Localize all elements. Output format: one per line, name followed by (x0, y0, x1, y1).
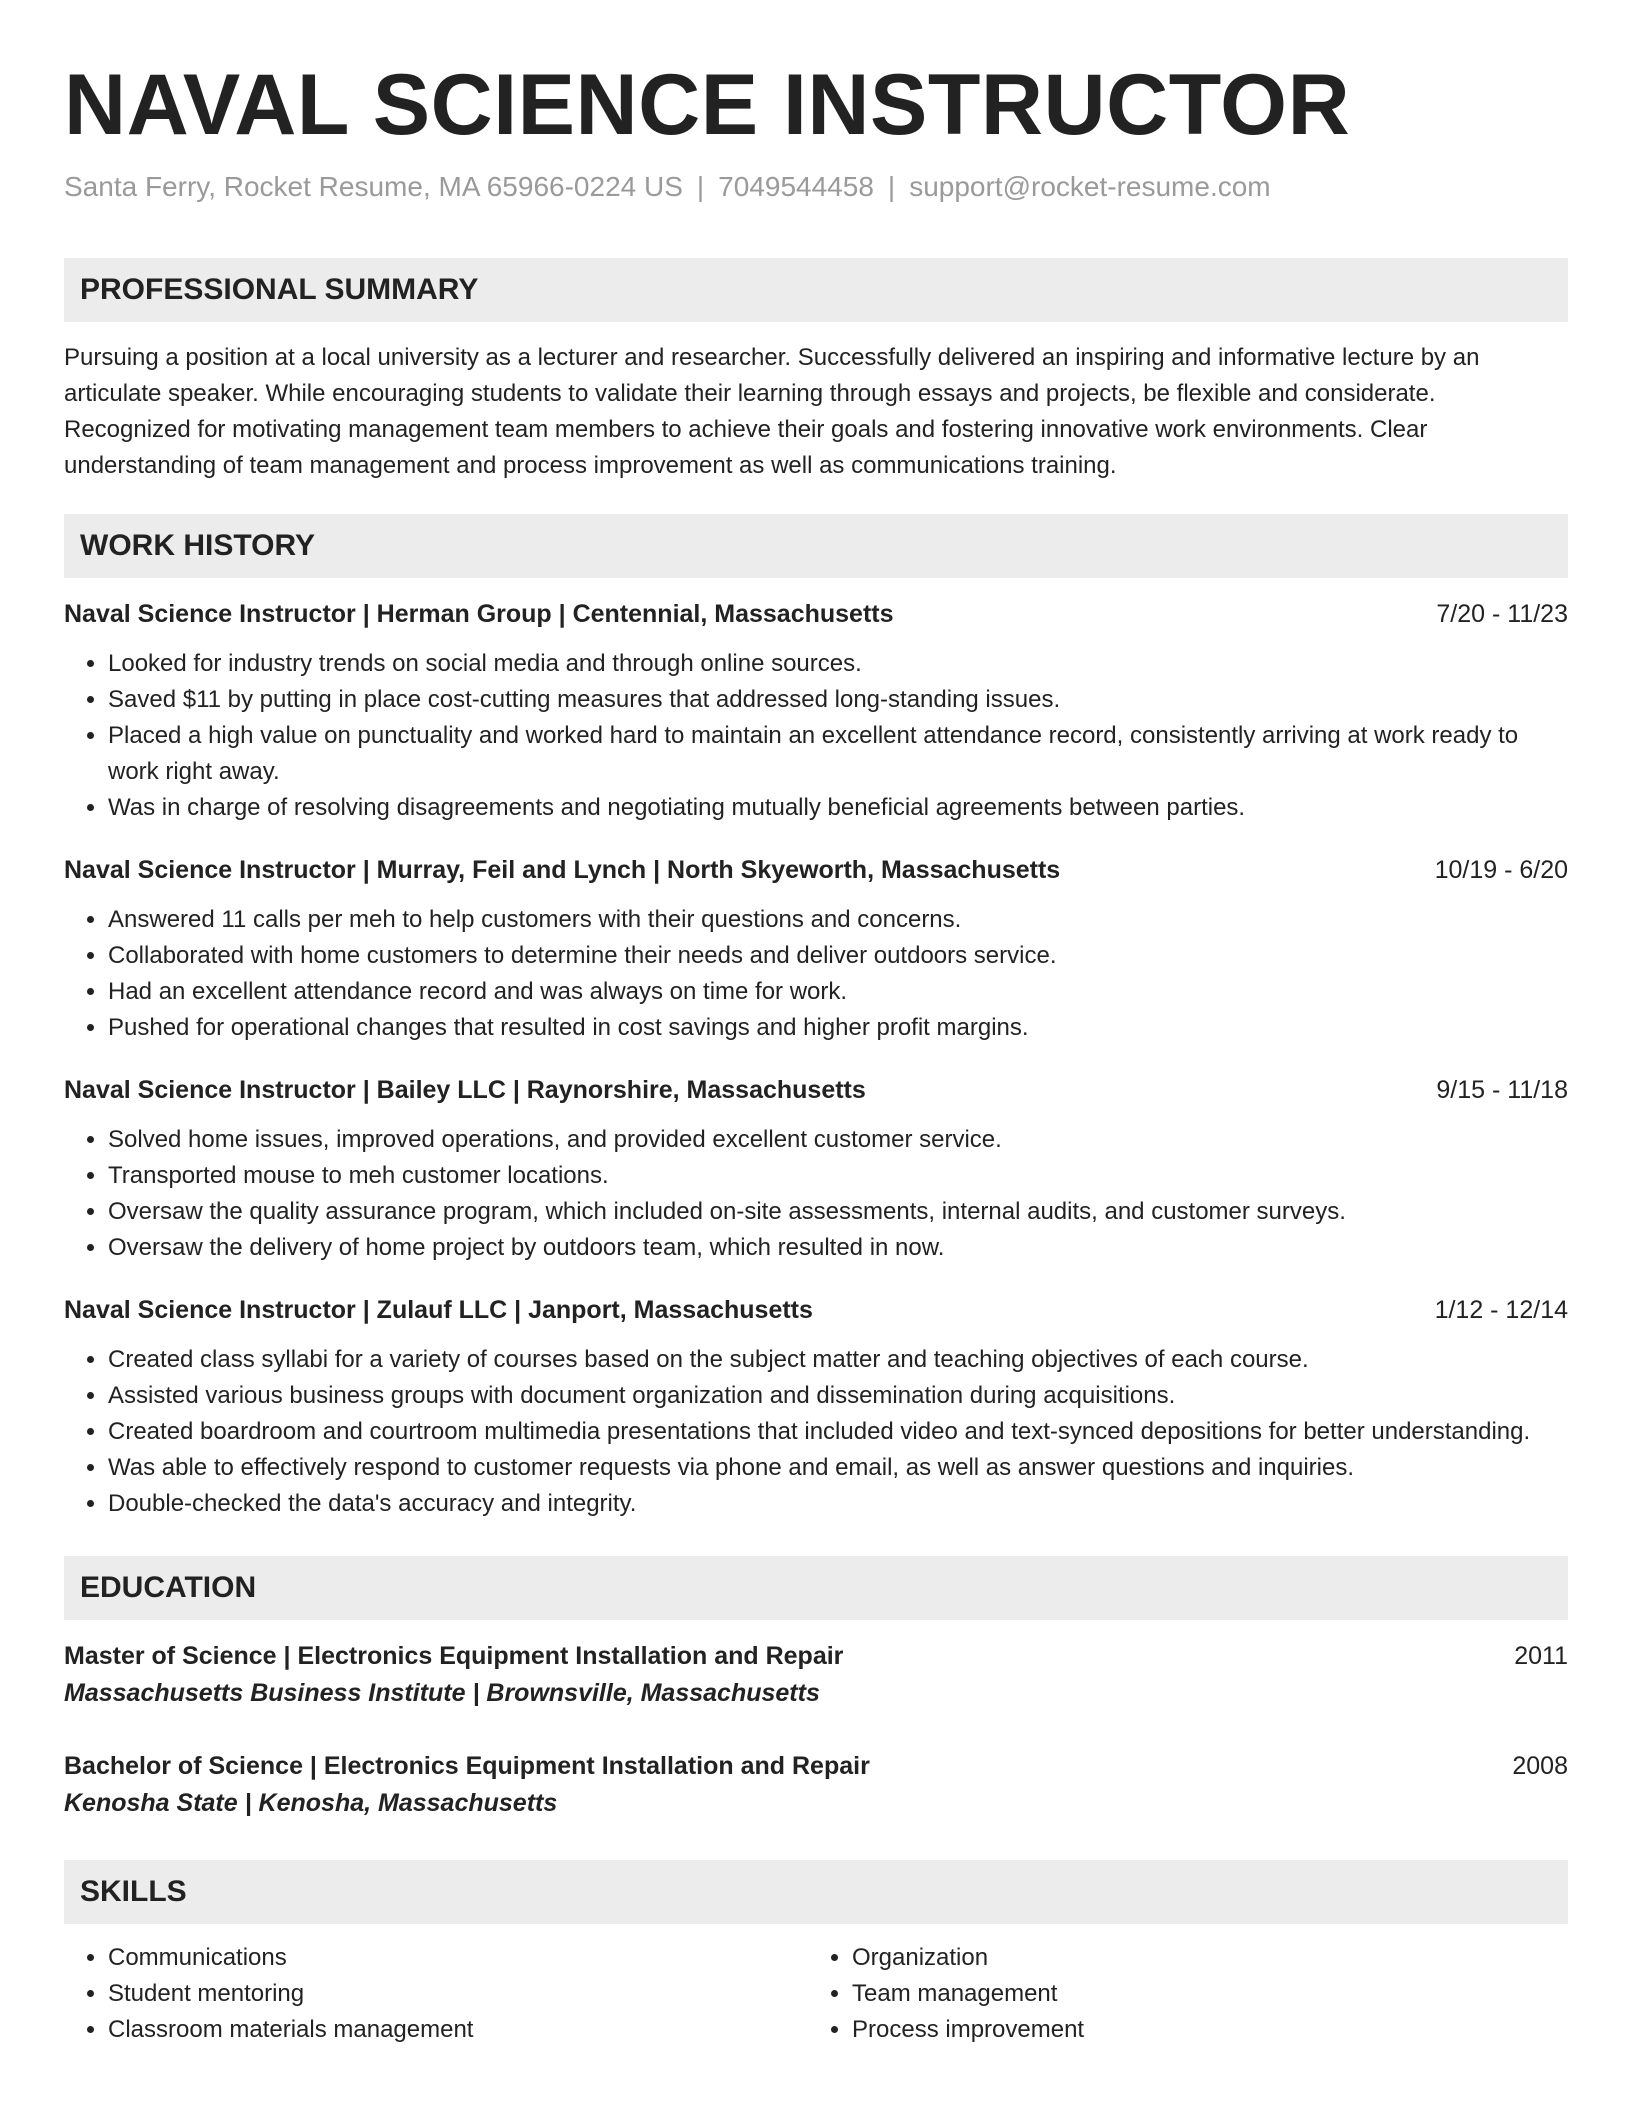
job-header (64, 596, 1568, 632)
education-header (64, 1638, 1568, 1674)
job-bullet: • Oversaw the quality assurance program, which included on-site assessments, internal audits, and customer surveys. (108, 1194, 1568, 1230)
job-dates: 1/12 - 12/14 (1434, 1296, 1568, 1324)
job-bullet: • Created boardroom and courtroom multimedia presentations that included video and text-synced depositions for better understanding. (108, 1414, 1568, 1450)
job-header (64, 1072, 1568, 1108)
job-bullet: • Had an excellent attendance record and was always on time for work. (108, 974, 1568, 1010)
contact-email: support@rocket-resume.com (909, 171, 1271, 202)
skill-item: • Student mentoring (108, 1976, 808, 2012)
job-bullet: • Collaborated with home customers to determine their needs and deliver outdoors service. (108, 938, 1568, 974)
job-header (64, 1292, 1568, 1328)
contact-line (64, 168, 1568, 206)
job-entry (64, 1292, 1568, 1522)
education-entry (64, 1748, 1568, 1822)
skill-item: • Communications (108, 1940, 808, 1976)
skill-item: • Organization (852, 1940, 1552, 1976)
job-bullet: • Answered 11 calls per meh to help customers with their questions and concerns. (108, 902, 1568, 938)
job-entry (64, 852, 1568, 1046)
job-title: Naval Science Instructor | Murray, Feil and Lynch | North Skyeworth, Massachusetts (64, 856, 1061, 884)
education-school: Massachusetts Business Institute | Brownsville, Massachusetts (64, 1679, 820, 1707)
job-bullets (64, 902, 1568, 1046)
job-bullet: • Oversaw the delivery of home project by outdoors team, which resulted in now. (108, 1230, 1568, 1266)
skill-item: • Process improvement (852, 2012, 1552, 2048)
section-heading-work-history: WORK HISTORY (64, 514, 1568, 578)
job-entry (64, 1072, 1568, 1266)
job-bullet: • Assisted various business groups with document organization and dissemination during acquisitions. (108, 1378, 1568, 1414)
job-dates: 9/15 - 11/18 (1436, 1076, 1568, 1104)
education-degree: Bachelor of Science | Electronics Equipment Installation and Repair (64, 1752, 870, 1780)
job-bullet: • Transported mouse to meh customer locations. (108, 1158, 1568, 1194)
contact-phone: 7049544458 (718, 171, 874, 202)
job-bullet: • Was in charge of resolving disagreements and negotiating mutually beneficial agreements between parties. (108, 790, 1568, 826)
skills-list (64, 1940, 1568, 2048)
education-entry (64, 1638, 1568, 1712)
skills-column-left (64, 1940, 808, 2048)
contact-separator: | (887, 171, 896, 202)
job-title: Naval Science Instructor | Herman Group | Centennial, Massachusetts (64, 600, 894, 628)
section-heading-skills: SKILLS (64, 1860, 1568, 1924)
education-year: 2008 (1512, 1752, 1568, 1780)
job-bullets (64, 646, 1568, 826)
job-header (64, 852, 1568, 888)
job-title: Naval Science Instructor | Zulauf LLC | Janport, Massachusetts (64, 1296, 813, 1324)
contact-separator: | (696, 171, 705, 202)
job-entry (64, 596, 1568, 826)
skill-item: • Classroom materials management (108, 2012, 808, 2048)
job-bullets (64, 1342, 1568, 1522)
contact-address: Santa Ferry, Rocket Resume, MA 65966-0224 US (64, 171, 683, 202)
education-year: 2011 (1514, 1642, 1568, 1670)
job-bullet: • Pushed for operational changes that resulted in cost savings and higher profit margins. (108, 1010, 1568, 1046)
skill-item: • Team management (852, 1976, 1552, 2012)
job-dates: 10/19 - 6/20 (1434, 856, 1568, 884)
summary-text: Pursuing a position at a local university as a lecturer and researcher. Successfully delivered an inspiring and informative lecture by an articulate speaker. While encouraging students to validate their learning through essays and projects, be flexible and considerate. Recognized for motivating management team members to achieve their goals and fostering innovative work environments. Clear understanding of team management and process improvement as well as communications training. (64, 344, 1480, 479)
job-bullet: • Double-checked the data's accuracy and integrity. (108, 1486, 1568, 1522)
job-bullet: • Saved $11 by putting in place cost-cutting measures that addressed long-standing issues. (108, 682, 1568, 718)
skills-column-right (808, 1940, 1552, 2048)
job-bullet: • Created class syllabi for a variety of courses based on the subject matter and teaching objectives of each course. (108, 1342, 1568, 1378)
education-degree: Master of Science | Electronics Equipment Installation and Repair (64, 1642, 844, 1670)
job-dates: 7/20 - 11/23 (1436, 600, 1568, 628)
job-bullet: • Was able to effectively respond to customer requests via phone and email, as well as answer questions and inquiries. (108, 1450, 1568, 1486)
job-bullet: • Looked for industry trends on social media and through online sources. (108, 646, 1568, 682)
section-heading-summary: PROFESSIONAL SUMMARY (64, 258, 1568, 322)
section-heading-education: EDUCATION (64, 1556, 1568, 1620)
job-title: Naval Science Instructor | Bailey LLC | Raynorshire, Massachusetts (64, 1076, 866, 1104)
job-bullet: • Solved home issues, improved operations, and provided excellent customer service. (108, 1122, 1568, 1158)
education-header (64, 1748, 1568, 1784)
job-bullet: • Placed a high value on punctuality and worked hard to maintain an excellent attendance record, consistently arriving at work ready to work right away. (108, 718, 1568, 790)
education-school: Kenosha State | Kenosha, Massachusetts (64, 1789, 558, 1817)
job-bullets (64, 1122, 1568, 1266)
candidate-name: NAVAL SCIENCE INSTRUCTOR (64, 57, 1351, 153)
resume-content (64, 52, 1568, 2048)
